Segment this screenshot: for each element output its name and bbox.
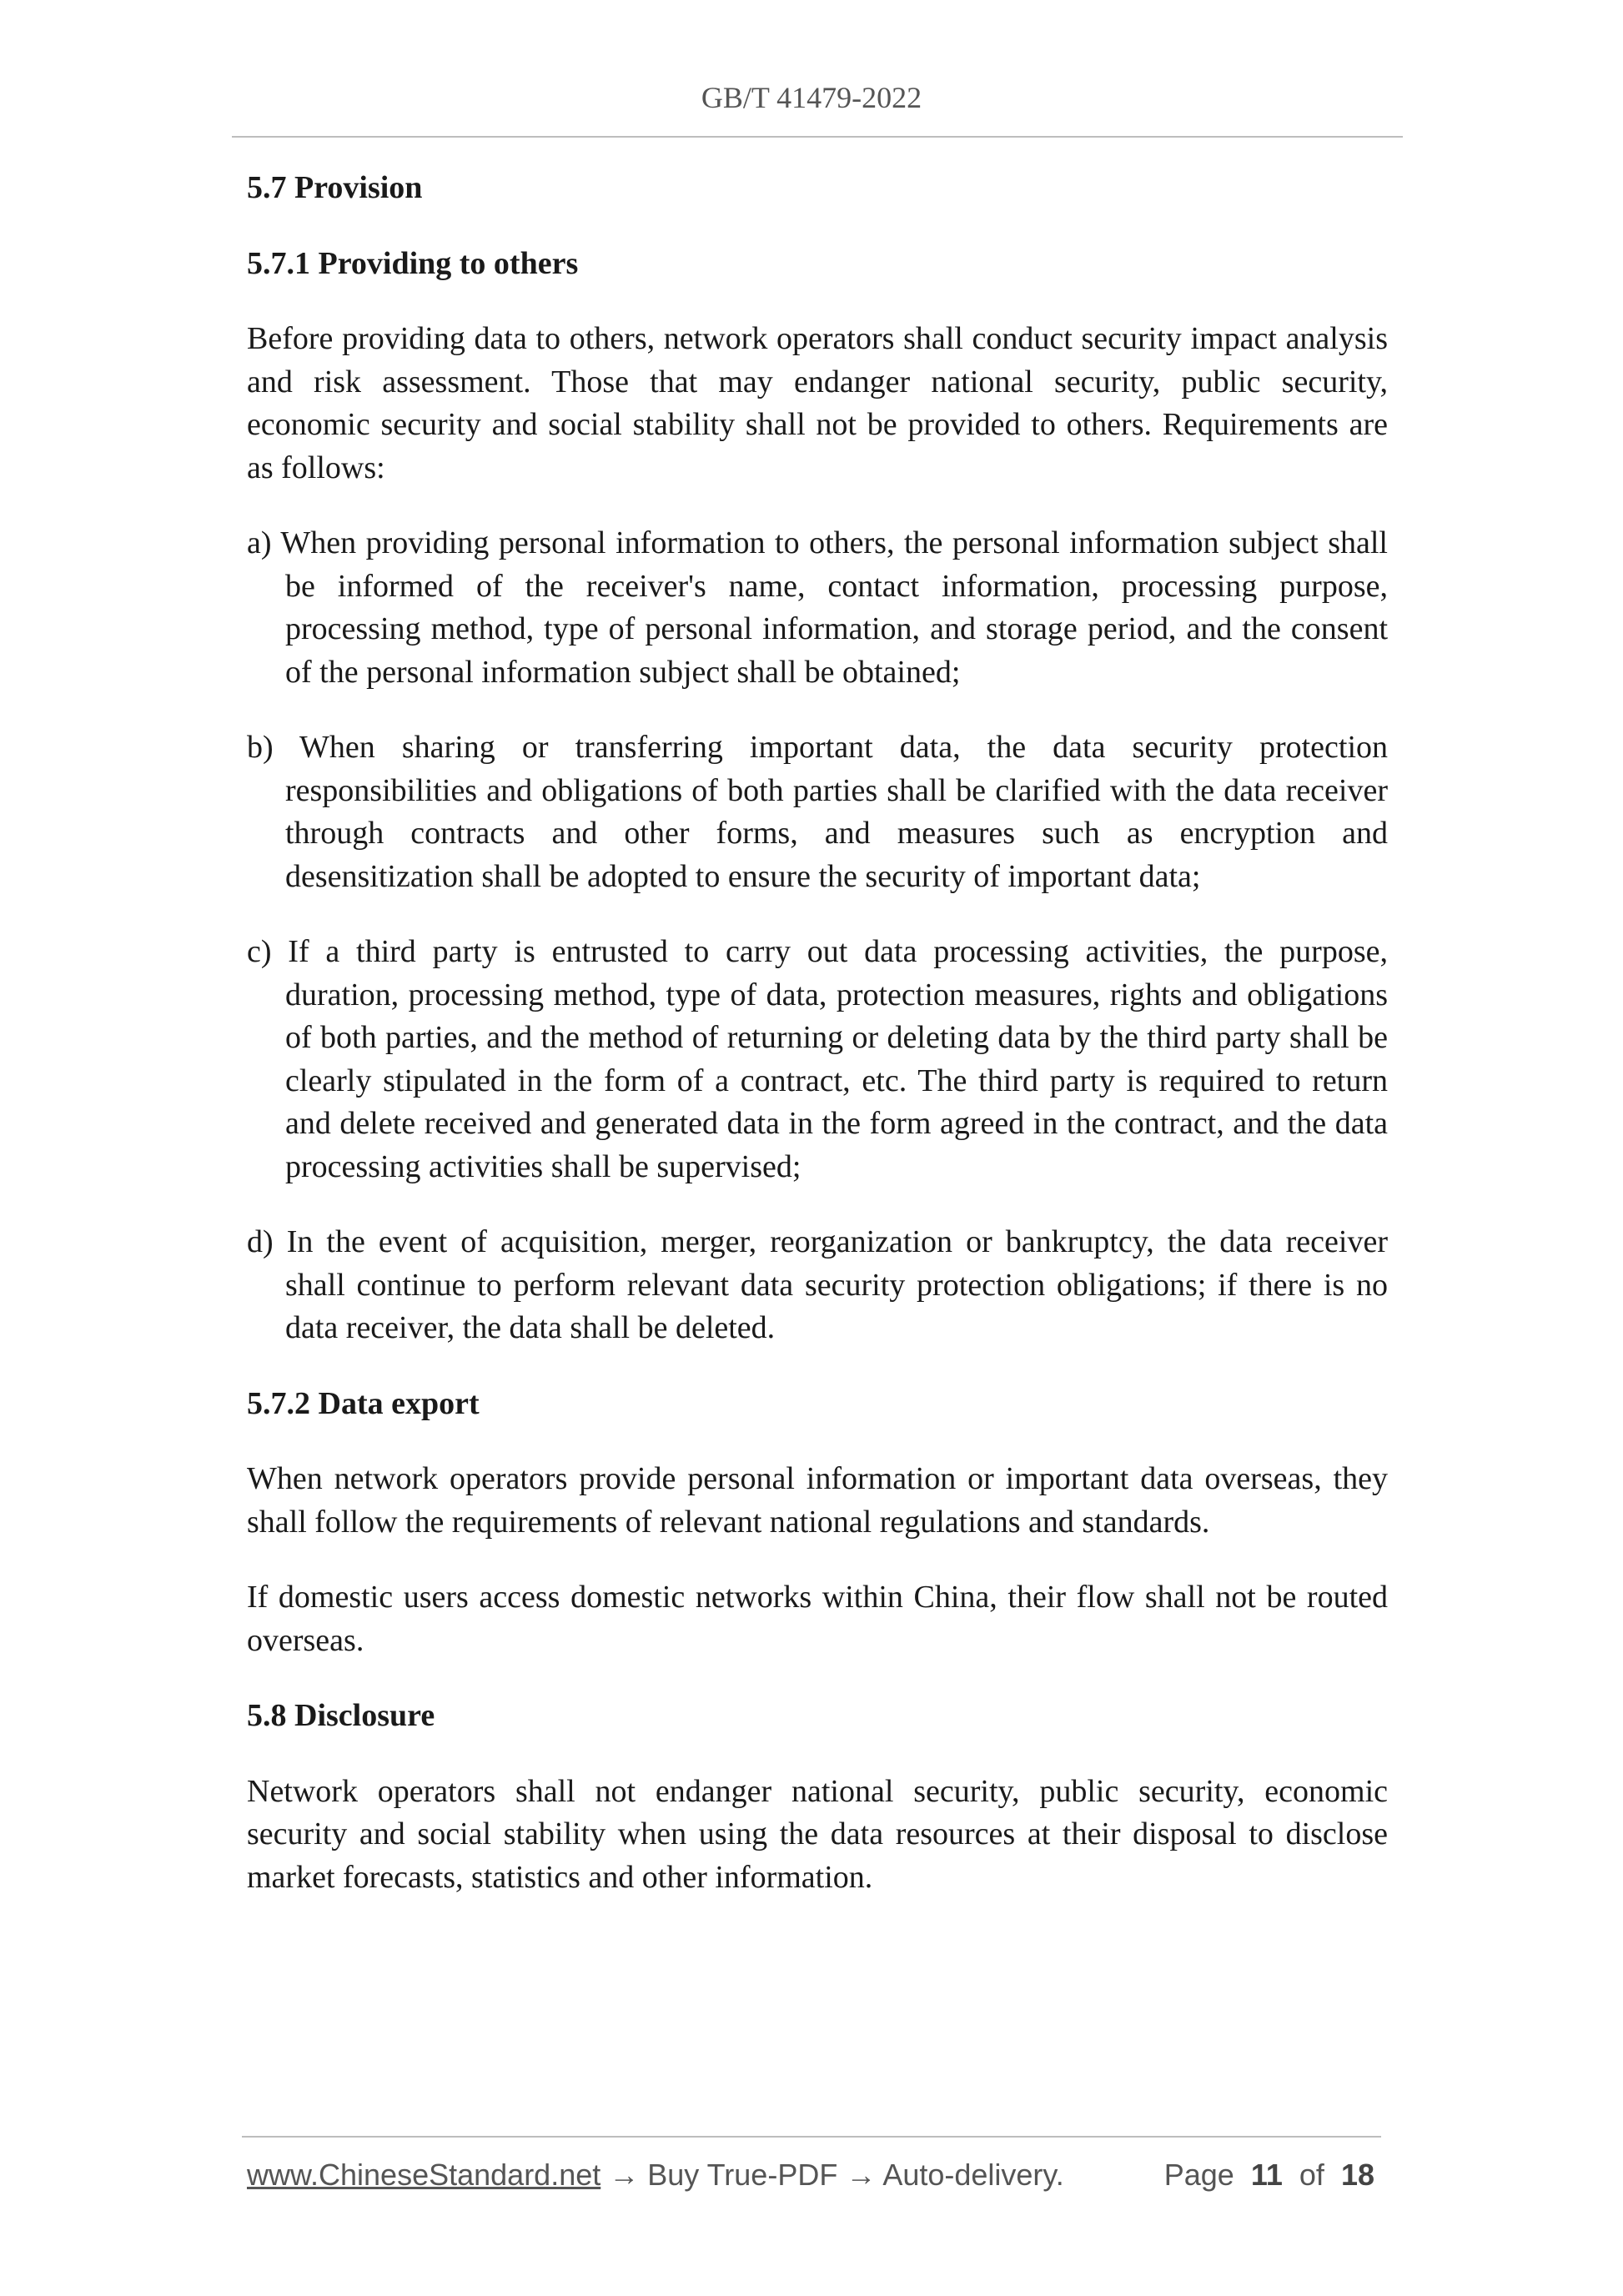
document-body <box>247 167 1388 1899</box>
page-current: 11 <box>1250 2158 1283 2192</box>
footer-tagline: → Buy True-PDF → Auto-delivery. <box>600 2158 1064 2192</box>
list-item-a: a) When providing personal information to others, the personal information subject shall be informed of the receiver's name, contact information, processing purpose, processing method, type of personal information, and storage period, and the consent of the personal information subject shall be obtained; <box>247 525 1388 690</box>
footer-divider <box>242 2136 1381 2138</box>
header-divider <box>232 136 1403 138</box>
list-item-b: b) When sharing or transferring important data, the data security protection responsibilities and obligations of both parties shall be clarified with the data receiver through contracts and other forms, and measures such as encryption and desensitization shall be adopted to ensure the security of important data; <box>247 730 1388 894</box>
section-5-8-paragraph: Network operators shall not endanger national security, public security, economic security and social stability when using the data resources at their disposal to disclose market forecasts, statistics and other information. <box>247 1773 1388 1895</box>
page-indicator <box>1164 2158 1374 2193</box>
section-heading-5-7-2: 5.7.2 Data export <box>247 1385 480 1421</box>
section-5-7-2-paragraph-2: If domestic users access domestic networks within China, their flow shall not be routed overseas. <box>247 1580 1388 1658</box>
section-heading-5-7-1: 5.7.1 Providing to others <box>247 245 579 281</box>
page-total: 18 <box>1340 2158 1374 2192</box>
section-heading-5-8: 5.8 Disclosure <box>247 1698 435 1733</box>
of-label: of <box>1299 2158 1324 2192</box>
section-5-7-1-intro: Before providing data to others, network operators shall conduct security impact analysis and risk assessment. Those that may endanger national security, public security, economic security and social stability shall not be provided to others. Requirements are as follows: <box>247 321 1388 485</box>
page-label: Page <box>1163 2158 1234 2192</box>
section-5-7-2-paragraph-1: When network operators provide personal information or important data overseas, they shall follow the requirements of relevant national regulations and standards. <box>247 1461 1388 1540</box>
website-link[interactable]: www.ChineseStandard.net <box>247 2158 601 2192</box>
footer-promo <box>247 2158 1064 2193</box>
document-header-id: GB/T 41479-2022 <box>701 81 922 114</box>
list-item-d: d) In the event of acquisition, merger, reorganization or bankruptcy, the data receiver shall continue to perform relevant data security protection obligations; if there is no data receiver, the data shall be deleted. <box>247 1224 1388 1345</box>
section-heading-5-7: 5.7 Provision <box>247 170 423 205</box>
list-item-c: c) If a third party is entrusted to carry out data processing activities, the purpose, duration, processing method, type of data, protection measures, rights and obligations of both parties, and the method of returning or deleting data by the third party shall be clearly stipulated in the form of a contract, etc. The third party is required to return and delete received and generated data in the form agreed in the contract, and the data processing activities shall be supervised; <box>247 934 1388 1184</box>
